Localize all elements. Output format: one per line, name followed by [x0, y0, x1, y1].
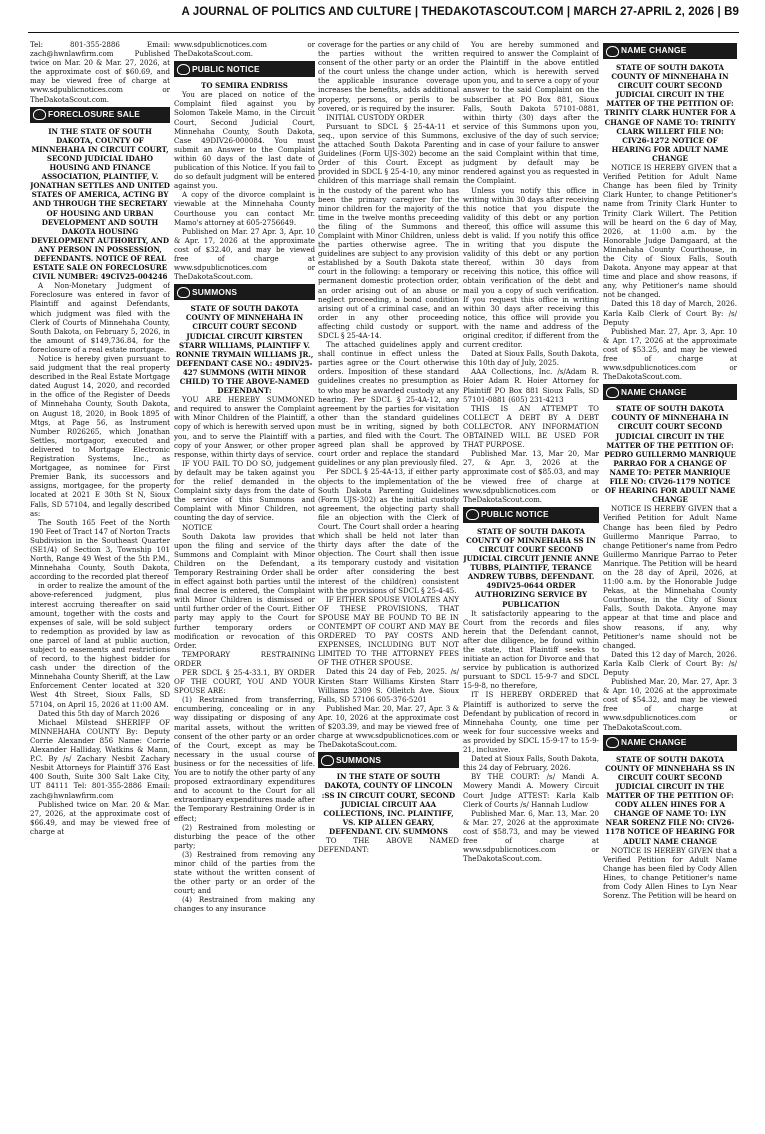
- notice-paragraph: in order to realize the amount of the above-referenced judgment, plus interest accruing thereafter on said amount, together with the costs and expenses of sale, will be sold subject to redemption as provided by law as one parcel of land at public auction, subject to easements and restrictions of record, to the highest bidder for cash under the direction of the Minnehaha County Sheriff, at the Law Enforcement Center located at 320 West 4th Street, Sioux Falls, SD 57104, on April 15, 2026 at 11:00 AM.: [30, 581, 170, 709]
- publication-info: Published Mar. 13, Mar 20, Mar 27, & Apr. 3, 2026 at the approximate cost of $85.03, and may be viewed free of charge at www.sdpublicnotices.com or TheDakotaScout.com.: [463, 449, 599, 504]
- notice-signature: Dated this 18 day of March, 2026. Karla Kalb Clerk of Court By: /s/ Deputy: [603, 299, 737, 327]
- megaphone-icon: [174, 284, 192, 300]
- notice-paragraph: The attached guidelines apply and shall continue in effect unless the parties agree or the Court otherwise orders. Imposition of these standard guidelines creates no presumption as to who may be awarded custody at any hearing. Per SDCL § 25-4A-12, any agreement by the parties for visitation other than the standard guidelines must be in writing, signed by both parties, and filed with the Court. The agreed plan shall be approved by court order and replace the standard guidelines or any plan previously filed.: [318, 340, 459, 468]
- section-label: NAME CHANGE: [621, 386, 687, 397]
- publication-info: Published Mar. 20, Mar. 27, Apr. 3 & Apr. 10, 2026 at the approximate cost of $54.32, and may be viewed free of charge at www.sdpublicnotices.com or TheDakotaScout.com.: [603, 677, 737, 732]
- notice-paragraph: You are placed on notice of the Complaint filed against you by Solomon Takele Mamo, in the Circuit Court, Second Judicial Court, Minnehaha County, South Dakota, Case 49DIV26-000084. You must submit an Answer to the Complaint within 60 days of the last date of publication of this Notice. If you fail to do so default judgment will be entered against you.: [174, 90, 315, 191]
- megaphone-icon: [174, 61, 192, 77]
- notice-paragraph: YOU ARE HEREBY SUMMONED and required to answer the Complaint with Minor Children of the Plaintiff, a copy of which is herewith served upon you, and to serve the Plaintiff with a copy of your Answer, or other proper response, within thirty days of service.: [174, 395, 315, 459]
- megaphone-icon: [603, 384, 621, 400]
- notice-paragraph: A Non-Monetary Judgment of Foreclosure was entered in favor of Plaintiff and against Defendants, which judgment was filed with the Clerk of Courts of Minnehaha County, South Dakota, on February 5, 2026, in the amount of $149,736.84, for the foreclosure of a real estate mortgage.: [30, 281, 170, 354]
- notice-paragraph: Pursuant to SDCL § 25-4A-11 et seq., upon service of this Summons, the attached South Dakota Parenting Guidelines (Form UJS-302) become an Order of this Court. Except as provided in SDCL § 25-4-10, any minor children of this marriage shall remain in the custody of the parent who has been the primary caregiver for the minor children for the majority of the time in the twelve months preceeding the filing of the Summons and Complaint with Minor Children, unless the parties otherwise agree. The guidelines are subject to any provision established by a South Dakota state court in the following: a temporary or permanent domestic protection order, an order arising out of an abuse or neglect proceeding, a bond condition arising out of a criminal case, and an order in any other proceeding affecting child custody or support. SDCL § 25-4A-14.: [318, 121, 459, 340]
- notice-paragraph: coverage for the parties or any child of the parties without the written consent of the other party or an order of the court unless the change under the applicable insurance coverage increases the benefits, adds additional property, persons, or perils to be covered, or is required by the insurer.: [318, 40, 459, 113]
- notice-paragraph: (3) Restrained from removing any minor child of the parties from the state without the written consent of the other party or an order of the court; and: [174, 849, 315, 896]
- section-band-summons: [174, 284, 315, 300]
- notice-paragraph: (4) Restrained from making any changes to any insurance: [174, 895, 315, 914]
- notice-paragraph: NOTICE: [182, 522, 213, 532]
- notice-date: Dated at Sioux Falls, South Dakota, this 24 day of February, 2026.: [463, 754, 599, 773]
- notice-paragraph: Per SDCL § 25-4A-13, if either party objects to the implementation of the South Dakota Parenting Guidelines (Form UJS-302) as the initial custody agreement, the objecting party shall file an objection with the Clerk of Court. The Court shall order a hearing which shall be held not later than thirty days after the date of the objection. The Court shall then issue its temporary custody and visitation order after considering the best interest of the child(ren) consistent with the provisions of SDCL § 25-4-45.: [318, 467, 459, 595]
- section-band-public-notice: [174, 61, 315, 77]
- case-caption: STATE OF SOUTH DAKOTA COUNTY OF MINNEHAHA SS IN CIRCUIT COURT SECOND JUDICIAL CIRCUIT IN THE MATTER OF THE PETITION OF: CODY ALLEN HINES FOR A CHANGE OF NAME TO: LYN NEAR SORENZ FILE NO: CIV26-1178 NOTICE OF HEARING FOR ADULT NAME CHANGE: [605, 754, 735, 846]
- publication-info: Published Mar. 6, Mar. 13, Mar. 20 & Mar. 27, 2026 at the approximate cost of $58.73, and may be viewed free of charge at www.sdpublicnotices.com or TheDakotaScout.com.: [463, 808, 599, 864]
- notice-signature: Dated this 12 day of March, 2026. Karla Kalb Clerk of Court By: /s/ Deputy: [603, 649, 737, 677]
- notice-text: Tel: 801-355-2886 Email: zach@hwnlawfirm.com Published twice on Mar. 20 & Mar. 27, 2026, at the approximate cost of $60.69, and may be viewed free of charge at www.sdpublicnotices.com or TheDakotaScout.com.: [30, 40, 170, 104]
- notice-paragraph: TO THE ABOVE NAMED DEFENDANT:: [318, 835, 459, 855]
- publication-info: Published on Mar. 27 Apr. 3, Apr. 10 & Apr. 17, 2026 at the approximate cost of $32.40, and may be viewed free of charge at www.sdpublicnotices.com or TheDakotaScout.com.: [174, 226, 315, 282]
- notice-paragraph: (1) Restrained from transferring, encumbering, concealing or in any way dissipating or disposing of any marital assets, without the written consent of the other party or an order of the Court, except as may be necessary in the usual course of business or for the necessities of life. You are to notify the other party of any proposed extraordinary expenditures and to account to the Court for all extraordinary expenditures made after the Temporary Restraining Order is in effect;: [174, 695, 315, 823]
- notice-paragraph: Notice is hereby given pursuant to said judgment that the real property described in the Real Estate Mortgage dated August 14, 2020, and recorded in the office of the Register of Deeds of Minnehaha County, South Dakota, on August 18, 2020, in Book 1895 of Mtgs, at Page 56, as Instrument Number R026265, which Jonathan Settles, mortgagor, executed and delivered to Mortgage Electronic Registration Systems, Inc., as Mortgagee, as nominee for First Premier Bank, its successors and assigns, mortgagee, for the property located at 2021 E 30th St N, Sioux Falls, SD 57104, and legally described as:: [30, 354, 170, 518]
- notice-date: Dated this 5th day of March 2026: [38, 708, 160, 718]
- section-band-summons: [318, 752, 459, 768]
- section-label: SUMMONS: [336, 754, 382, 765]
- notice-signature: Dated this 24 day of Feb, 2025. /s/ Kirsten Starr Williams Kirsten Starr Williams 2309 S. Olleitch Ave. Sioux Falls, SD 57106 605-376-5201: [318, 667, 459, 704]
- section-band-public-notice: [463, 507, 599, 523]
- header-text: A JOURNAL OF POLITICS AND CULTURE | THEDAKOTASCOUT.COM | MARCH 27-APRIL 2, 2026 | B9: [181, 6, 739, 18]
- notice-paragraph: THIS IS AN ATTEMPT TO COLLECT A DEBT BY A DEBT COLLECTOR. ANY INFORMATION OBTAINED WILL BE USED FOR THAT PURPOSE.: [463, 403, 599, 450]
- notice-paragraph: INITIAL CUSTODY ORDER: [326, 112, 425, 122]
- notice-paragraph: South Dakota law provides that upon the filing and service of the Summons and Complaint with Minor Children on the Defendant, a Temporary Restraining Order shall be in effect against both parties until the final decree is entered, the Complaint with Minor Children is dismissed or until further order of the Court. Either party may apply to the Court for further temporary orders or modification or revocation of this Order.: [174, 531, 315, 650]
- section-label: SUMMONS: [192, 286, 238, 297]
- publication-info: Published twice on Mar. 20 & Mar. 27, 2026, at the approximate cost of $66.49, and may be viewed free of charge at: [30, 799, 170, 836]
- notice-paragraph: IF EITHER SPOUSE VIOLATES ANY OF THESE PROVISIONS, THAT SPOUSE MAY BE FOUND TO BE IN CONTEMPT OF COURT AND MAY BE ORDERED TO PAY COSTS AND EXPENSES, INCLUDING BUT NOT LIMITED TO THE ATTORNEY FEES OF THE OTHER SPOUSE.: [318, 594, 459, 668]
- case-caption: STATE OF SOUTH DAKOTA COUNTY OF MINNEHAHA IN CIRCUIT COURT SECOND JUDICIAL CIRCUIT IN THE MATTER OF THE PETITION OF: TRINITY CLARK HUNTER FOR A CHANGE OF NAME TO: TRINITY CLARK WILLERT FILE NO: CIV26-1272 NOTICE OF HEARING FOR ADULT NAME CHANGE: [604, 63, 736, 163]
- case-caption: IN THE STATE OF SOUTH DAKOTA, COUNTY OF MINNEHAHA IN CIRCUIT COURT, SECOND JUDICIAL IDAHO HOUSING AND FINANCE ASSOCIATION, PLAINTIFF, V. JONATHAN SETTLES AND UNITED STATES OF AMERICA, ACTING BY AND THROUGH THE SECRETARY OF HOUSING AND URBAN DEVELOPMENT AND SOUTH DAKOTA HOUSING DEVELOPMENT AUTHORITY, AND ANY PERSON IN POSSESSION, DEFENDANTS. NOTICE OF REAL ESTATE SALE ON FORECLOSURE CIVIL NUMBER: 49CIV25-004246: [30, 126, 170, 282]
- notice-heading: TO SEMIRA ENDRISS: [201, 81, 288, 91]
- notice-date: Dated at Sioux Falls, South Dakota, this 10th day of July, 2025.: [463, 349, 599, 368]
- column-1: [30, 40, 170, 1128]
- notice-paragraph: A copy of the divorce complaint is viewable at the Minnehaha County Courthouse you can contact Mr. Mamo's attorney at 605-2756649.: [174, 190, 315, 227]
- notice-text: www.sdpublicnotices.com or TheDakotaScout.com.: [174, 40, 315, 59]
- column-3: [318, 40, 459, 1128]
- page-header: [0, 0, 765, 34]
- notice-paragraph: You are hereby summoned and required to answer the Complaint of the Plaintiff in the above entitled action, which is herewith served upon you, and to serve a copy of your answer to the said Complaint on the subscriber at PO Box 881, Sioux Falls, South Dakota 57101-0881, within thirty (30) days after the service of this Summons upon you, exclusive of the day of such service; and in case of your failure to answer the said Complaint within that time, judgment by default may be rendered against you as requested in the Complaint.: [463, 40, 599, 186]
- notice-paragraph: It satisfactorily appearing to the Court from the records and files herein that the Defendant cannot, after due diligence, be found within the state, that Plaintiff seeks to initiate an action for Divorce and that service by publication is authorized pursuant to SDCL 15-9-7 and SDCL 15-9-8, no therefore,: [463, 608, 599, 691]
- notice-paragraph: IF YOU FAIL TO DO SO, judgement by default may be taken against you for the relief demanded in the Complaint sixty days from the date of the service of this Summons and Complaint with Minor Children, not counting the day of service.: [174, 458, 315, 523]
- notice-paragraph: The South 165 Feet of the North 190 Feet of Tract 147 of Norton Tracts Subdivision in the Southeast Quarter (SE1/4) of Section 3, Township 101 North, Range 49 West of the 5th P.M., Minnehaha County, South Dakota, according to the recorded plat thereof: [30, 517, 170, 582]
- megaphone-icon: [603, 735, 621, 751]
- megaphone-icon: [30, 107, 48, 123]
- case-caption: STATE OF SOUTH DAKOTA COUNTY OF MINNEHAHA SS IN CIRCUIT COURT SECOND JUDICIAL CIRCUIT JENNIE ANNE TUBBS, PLAINTIFF, TERANCE ANDREW TUBBS, DEFENDANT. 49DIV25-0644 ORDER AUTHORIZING SERVICE BY PUBLICATION: [463, 526, 599, 609]
- section-label: NAME CHANGE: [621, 737, 687, 748]
- publication-info: Published Mar. 27, Apr. 3, Apr. 10 & Apr. 17, 2026 at the approximate cost of $53.25, and may be viewed free of charge at www.sdpublicnotices.com or TheDakotaScout.com.: [603, 326, 737, 382]
- notice-signature: Michael Milstead SHERIFF OF MINNEHAHA COUNTY By: Deputy Corrie Alexander 856 Name: Corrie Alexander Halliday, Watkins & Mann, P.C. By /s/ Zachary Nesbit Zachary Nesbit Attorneys for Plaintiff 376 East 400 South, Suite 300 Salt Lake City, UT 84111 Tel: 801-355-2886 Email: zach@hwnlawfirm.com: [30, 717, 170, 800]
- section-label: NAME CHANGE: [621, 45, 687, 56]
- section-label: FORECLOSURE SALE: [48, 109, 141, 120]
- section-label: PUBLIC NOTICE: [481, 509, 549, 520]
- column-4: [463, 40, 599, 1128]
- notice-paragraph: NOTICE IS HEREBY GIVEN that a Verified Petition for Adult Name Change has been filed by Trinity Clark Hunter, to change Petitioner's name from Trinity Clark Hunter to Trinity Clark Willert. The Petition will be heard on the 6 day of May, 2026, at 11:00 a.m. by the Honorable Judge Damgaard, at the Minnehaha County Courthouse, in the City of Sioux Falls, South Dakota. Anyone may appear at that time and place and show reasons, if any, why Petitioner's name should not be changed.: [603, 163, 737, 300]
- notice-paragraph: IT IS HEREBY ORDERED that Plaintiff is authorized to serve the Defendant by publication of record in Minnehaha County, one time per week for four successive weeks and as provided by SDCL 15-9-17 to 15-9-21, inclusive.: [463, 690, 599, 755]
- case-caption: IN THE STATE OF SOUTH DAKOTA, COUNTY OF LINCOLN :SS IN CIRCUIT COURT, SECOND JUDICIAL CIRCUIT AAA COLLECTIONS, INC. PLAINTIFF, VS. KIP ALLEN GEARY, DEFENDANT. CIV. SUMMONS: [321, 772, 456, 836]
- column-5: [603, 40, 737, 1128]
- notice-signature: AAA Collections, Inc. /s/Adam R. Hoier Adam R. Hoier Attorney for Plaintiff PO Box 881 Sioux Falls, SD 57101-0881 (605) 231-4213: [463, 367, 599, 404]
- notice-paragraph: PER SDCL § 25-4-33.1, BY ORDER OF THE COURT, YOU AND YOUR SPOUSE ARE:: [174, 668, 315, 696]
- megaphone-icon: [318, 752, 336, 768]
- megaphone-icon: [463, 507, 481, 523]
- section-band-name-change: [603, 384, 737, 400]
- section-band-name-change: [603, 43, 737, 59]
- notice-paragraph: Unless you notify this office in writing within 30 days after receiving this notice that you dispute the validity of this debt or any portion thereof, this office will assume this debt is valid. If you notify this office in writing that you dispute the validity of this debt or any portion thereof, within 30 days from receiving this notice, this office will obtain verification of the debt and mail you a copy of such verification. If you request this office in writing within 30 days after receiving this notice, this office will provide you with the name and address of the original creditor, if different from the current creditor.: [463, 185, 599, 350]
- case-caption: STATE OF SOUTH DAKOTA COUNTY OF MINNEHAHA IN CIRCUIT COURT SECOND JUDICIAL CIRCUIT KIRSTEN STARR WILLIAMS, PLAINTIFF V. RONNIE TRYMAIN WILLIAMS JR., DEFENDANT CASE NO.: 49DIV25-427 SUMMONS (WITH MINOR CHILD) TO THE ABOVE-NAMED DEFENDANT:: [175, 304, 314, 396]
- notice-paragraph: (2) Restrained from molesting or disturbing the peace of the other party;: [174, 822, 315, 850]
- notice-paragraph: TEMPORARY RESTRAINING ORDER: [174, 649, 315, 668]
- publication-info: Published Mar. 20, Mar. 27, Apr. 3 & Apr. 10, 2026 at the approximate cost of $203.39, and may be viewed free of charge at www.sdpublicnotices.com or TheDakotaScout.com.: [318, 703, 459, 750]
- notice-paragraph: NOTICE IS HEREBY GIVEN that a Verified Petition for Adult Name Change has been filed by Pedro Guillermo Manrique Parrao, to change Petitioner's name from Pedro Guillermo Manrique Parrao to Peter Manrique. The Petition will be heard on the 28 day of April, 2026, at 11:00 a.m. by the Honorable Judge Pekas, at the Minnehaha County Courthouse, in the City of Sioux Falls, South Dakota. Anyone may appear at that time and place and show reasons, if any, why Petitioner's name should not be changed.: [603, 504, 737, 650]
- notice-paragraph: NOTICE IS HEREBY GIVEN that a Verified Petition for Adult Name Change has been filed by Cody Allen Hines, to change Petitioner's name from Cody Allen Hines to Lyn Near Sorenz. The Petition will be heard on: [603, 845, 737, 901]
- case-caption: STATE OF SOUTH DAKOTA COUNTY OF MINNEHAHA IN CIRCUIT COURT SECOND JUDICIAL CIRCUIT IN THE MATTER OF THE PETITION OF: PEDRO GUILLERMO MANRIQUE PARRAO FOR A CHANGE OF NAME TO: PETER MANRIQUE FILE NO: CIV26-1179 NOTICE OF HEARING FOR ADULT NAME CHANGE: [604, 404, 736, 505]
- section-band-foreclosure: [30, 107, 170, 123]
- notice-signature: BY THE COURT: /s/ Mandi A. Mowery Mandi A. Mowery Circuit Court Judge ATTEST: Karla Kalb Clerk of Courts /s/ Hannah Ludlow: [463, 772, 599, 809]
- section-band-name-change: [603, 735, 737, 751]
- column-2: [174, 40, 315, 1128]
- section-label: PUBLIC NOTICE: [192, 63, 260, 74]
- header-rule: [28, 32, 739, 33]
- megaphone-icon: [603, 43, 621, 59]
